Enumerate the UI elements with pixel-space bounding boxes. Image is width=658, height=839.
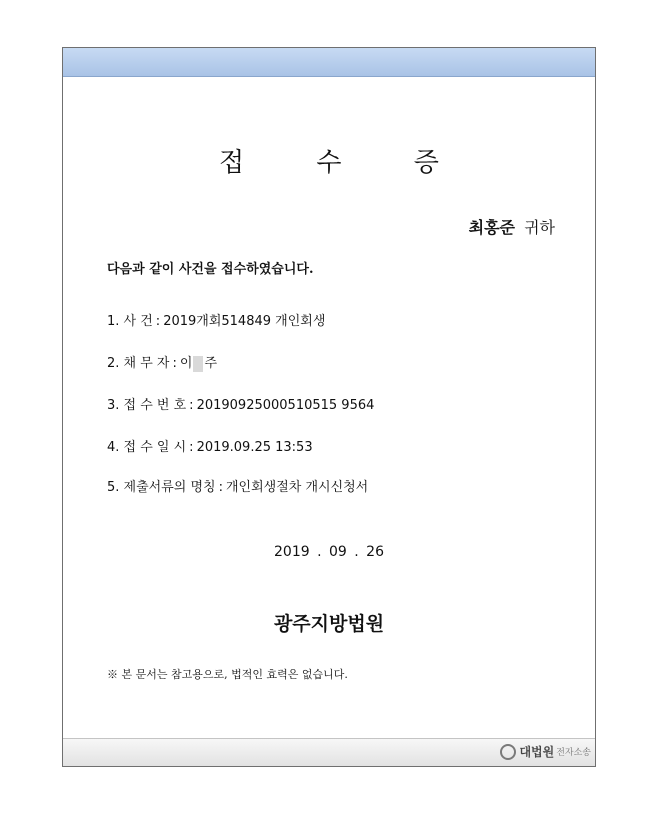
- field-document-name: [107, 476, 368, 495]
- header-bar: [63, 48, 595, 77]
- redaction-box: [193, 356, 203, 372]
- document-title: 접 수 증: [219, 148, 471, 178]
- recipient-name: 최홍준: [468, 218, 515, 237]
- field-receipt-number: [107, 394, 374, 413]
- colon: :: [189, 398, 194, 413]
- disclaimer-note: ※ 본 문서는 참고용으로, 법적인 효력은 없습니다.: [107, 668, 348, 681]
- colon: :: [218, 480, 223, 495]
- field-receipt-datetime-value: 2019.09.25 13:53: [196, 440, 313, 455]
- supreme-court-logo: [500, 743, 591, 760]
- issue-date: 2019 . 09 . 26: [274, 544, 384, 560]
- field-receipt-datetime: [107, 436, 313, 455]
- colon: :: [189, 440, 194, 455]
- logo-main-text: 대법원: [519, 745, 555, 759]
- field-document-name-value: 개인회생절차 개시신청서: [225, 480, 369, 495]
- colon: :: [155, 314, 161, 329]
- field-case-value: 2019개회514849 개인회생: [163, 314, 326, 329]
- field-debtor-label: 2. 채 무 자: [107, 356, 170, 371]
- court-emblem-icon: [500, 744, 516, 760]
- recipient-honorific: 귀하: [524, 218, 555, 237]
- field-receipt-number-label: 3. 접 수 번 호: [107, 398, 187, 413]
- field-debtor-value-start: 이: [179, 356, 193, 371]
- colon: :: [172, 356, 177, 371]
- field-case-label: 1. 사 건: [107, 314, 153, 329]
- recipient: [469, 215, 555, 238]
- intro-text: 다음과 같이 사건을 접수하였습니다.: [107, 262, 314, 277]
- court-name: 광주지방법원: [273, 613, 385, 635]
- field-debtor-value-end: 주: [204, 356, 217, 371]
- field-document-name-label: 5. 제출서류의 명칭: [107, 480, 216, 495]
- field-receipt-datetime-label: 4. 접 수 일 시: [107, 440, 187, 455]
- field-debtor: [107, 352, 217, 372]
- receipt-document: [62, 47, 596, 767]
- field-case: [107, 310, 325, 329]
- footer-bar: [63, 738, 595, 766]
- logo-sub-text: 전자소송: [556, 748, 591, 758]
- field-receipt-number-value: 20190925000510515 9564: [196, 398, 375, 413]
